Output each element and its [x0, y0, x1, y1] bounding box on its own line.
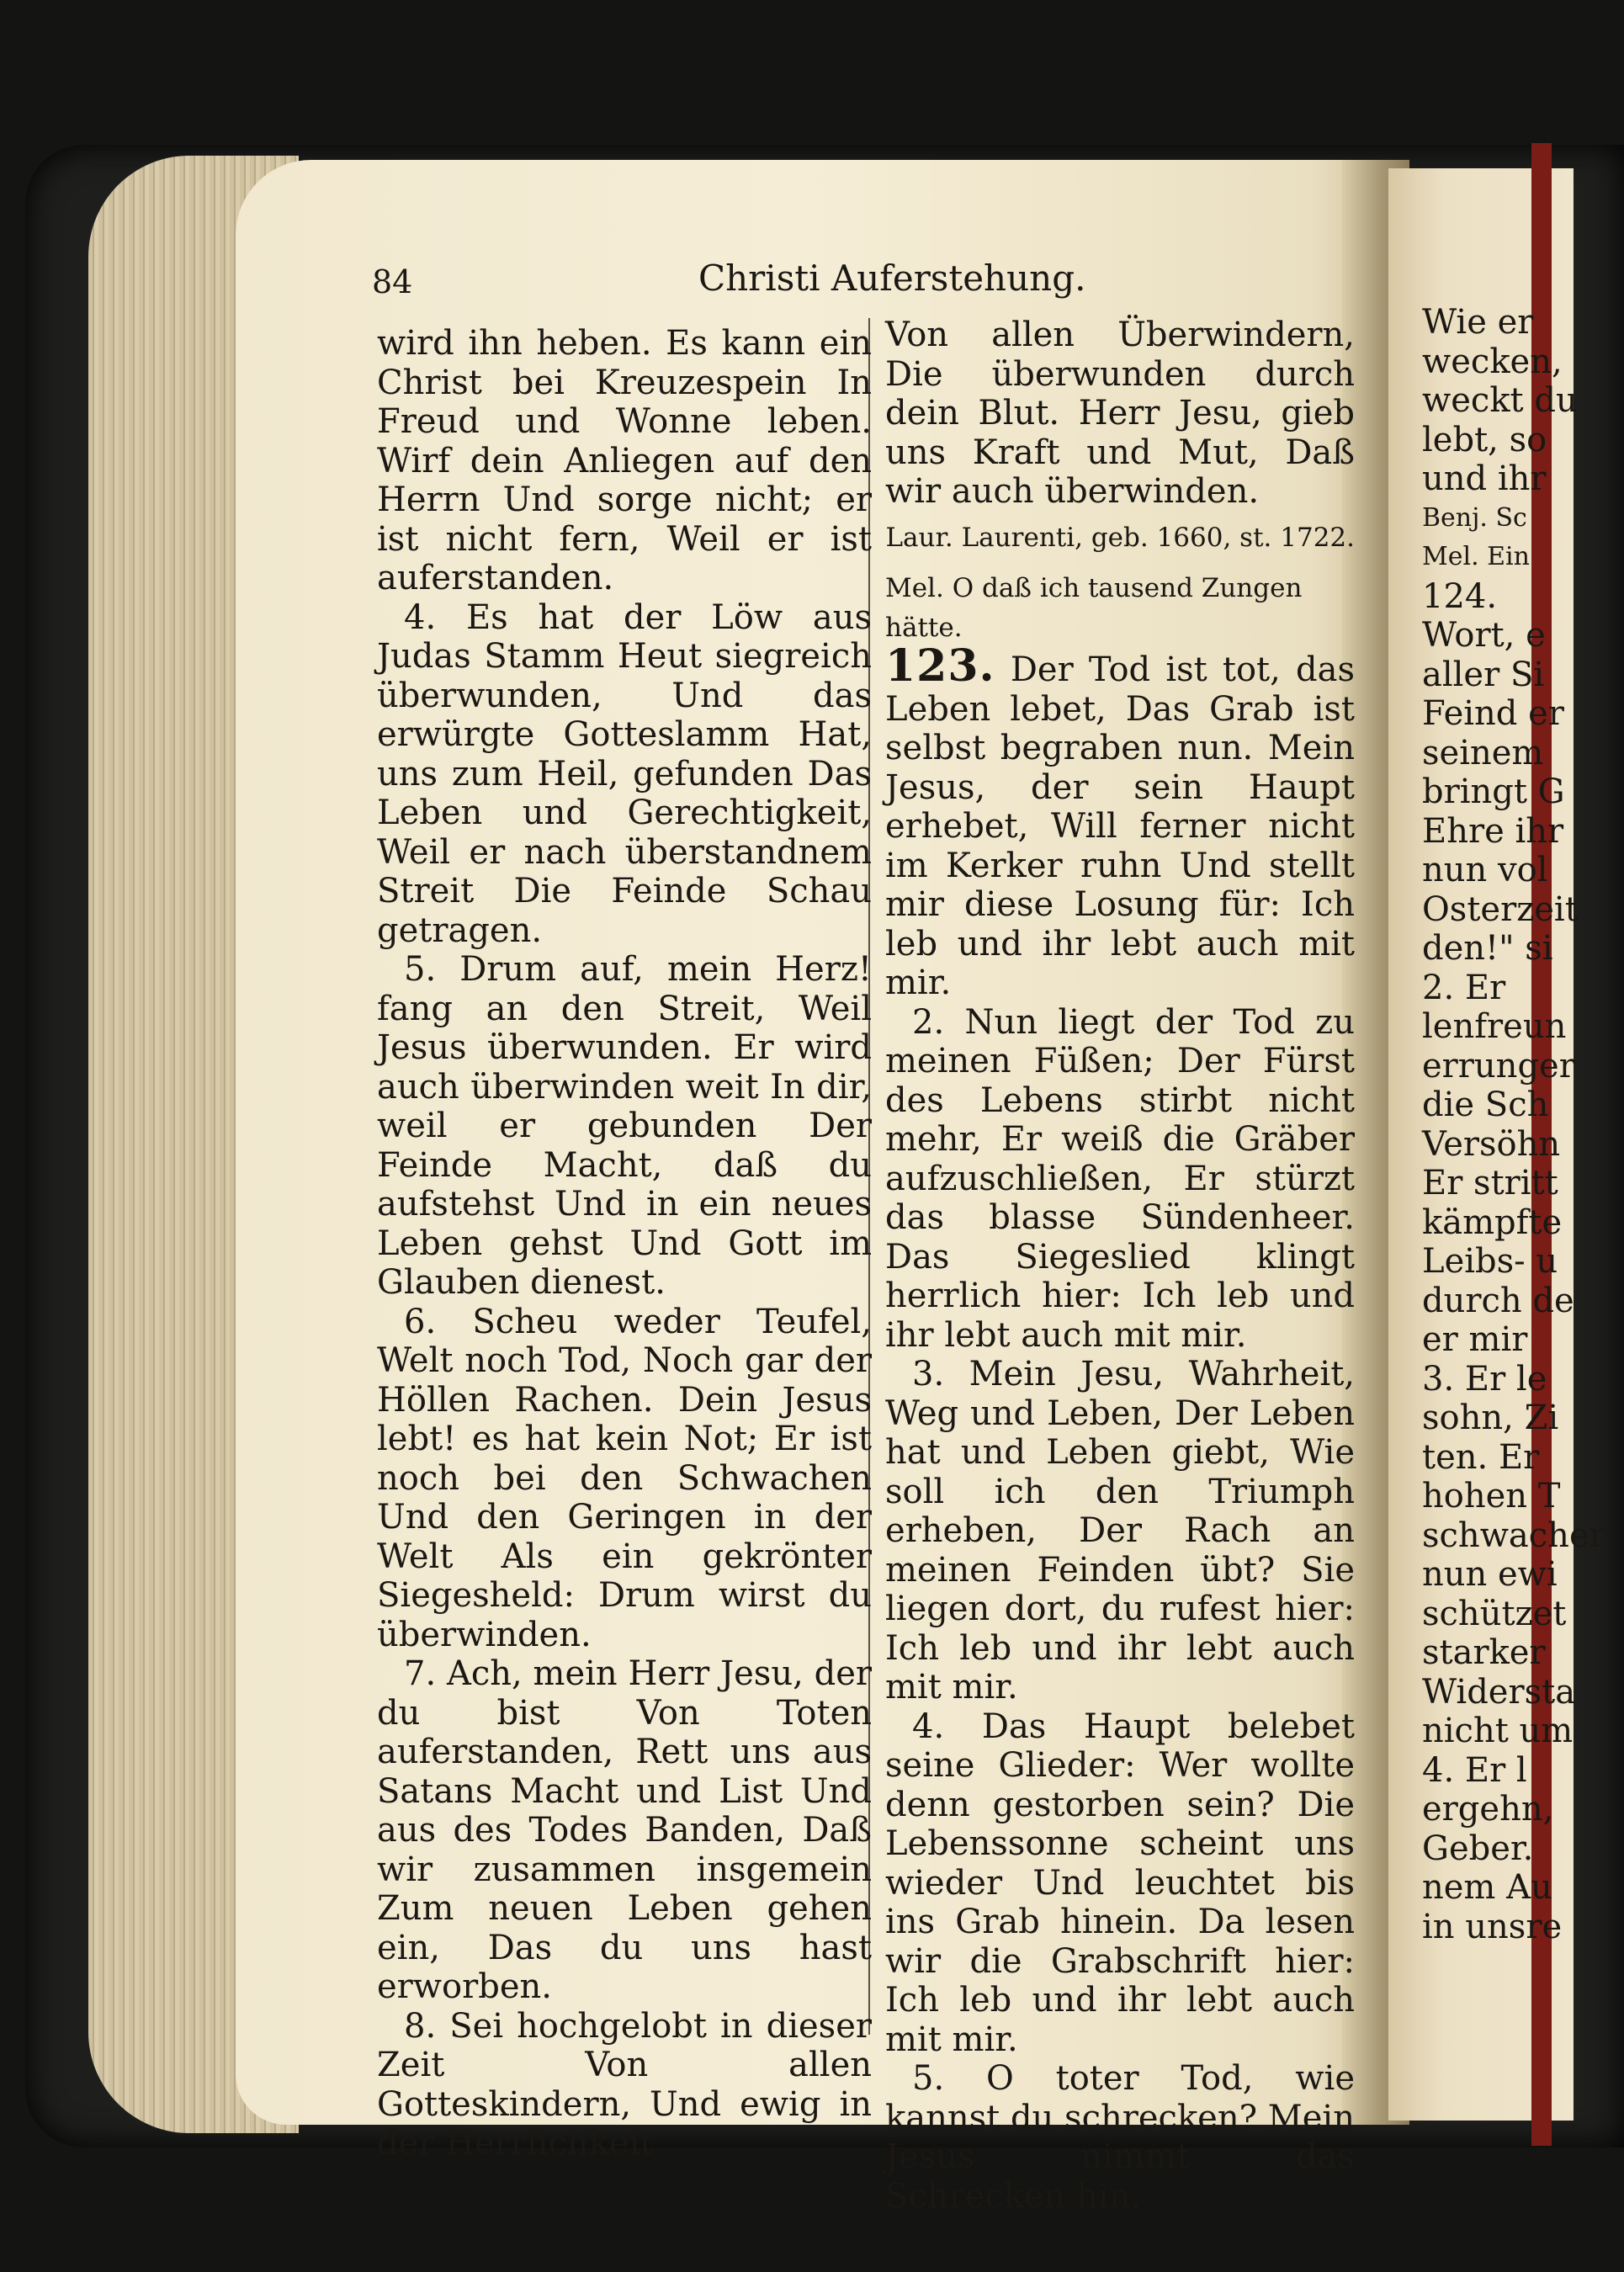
fragment-line: in unsre [1422, 1907, 1563, 1946]
fragment-line: Feind er [1422, 694, 1564, 733]
fragment-line: lebt, so [1422, 420, 1547, 459]
fragment-line: Versöhn [1422, 1124, 1561, 1164]
verse-paragraph: 4. Das Haupt belebet seine Glieder: Wer wollte denn gestorben sein? Die Lebenssonne scheint uns wieder Und leuchtet bis ins Grab hinein. Da lesen wir die Grabschrift hier: Ich leb und ihr lebt auch mit mir. [885, 1707, 1355, 2059]
fragment-line: 2. Er [1422, 968, 1506, 1007]
fragment-line: ergehn, [1422, 1790, 1554, 1829]
hymn-verses [885, 1003, 1355, 2216]
verse-paragraph: 2. Nun liegt der Tod zu meinen Füßen; Der Fürst des Lebens stirbt nicht mehr, Er weiß die Gräber aufzuschließen, Er stürzt das blasse Sündenheer. Das Siegeslied klingt herrlich hier: Ich leb und ihr lebt auch mit mir. [885, 1002, 1355, 1355]
fragment-line: Ehre ihr [1422, 811, 1564, 851]
hymn-continuation: Von allen Überwindern, Die überwunden durch dein Blut. Herr Jesu, gieb uns Kraft und Mut, Daß wir auch überwinden. [885, 316, 1355, 511]
verse-paragraph: 6. Scheu weder Teufel, Welt noch Tod, Noch gar der Höllen Rachen. Dein Jesus lebt! es hat kein Not; Er ist noch bei den Schwachen Und den Geringen in der Welt Als ein gekrönter Siegesheld: Drum wirst du überwinden. [377, 1302, 872, 1654]
fragment-line: wecken, [1422, 342, 1563, 381]
fragment-line: weckt du [1422, 381, 1578, 420]
fragment-line: er mir [1422, 1320, 1528, 1359]
verse-paragraph: 7. Ach, mein Herr Jesu, der du bist Von Toten auferstanden, Rett uns aus Satans Macht und List Und aus des Todes Banden, Daß wir zusammen insgemein Zum neuen Leben gehen ein, Das du uns hast erworben. [377, 1654, 872, 2006]
fragment-line: 124. [1422, 576, 1498, 616]
verse-paragraph: 4. Es hat der Löw aus Judas Stamm Heut siegreich überwunden, Und das erwürgte Gotteslamm Hat, uns zum Heil, gefunden Das Leben und Gerechtigkeit, Weil er nach überstandnem Streit Die Feinde Schau getragen. [377, 597, 872, 950]
fragment-line: Wort, e [1422, 616, 1546, 655]
fragment-line: Leibs- u [1422, 1242, 1558, 1281]
right-page-text [1422, 303, 1605, 1946]
fragment-line: aller Si [1422, 655, 1545, 694]
left-text-column [377, 324, 872, 2163]
verse-paragraph: 5. O toter Tod, wie kannst du schrecken? Mein Jesus nimmt das Schrecken hin. [885, 2059, 1355, 2216]
fragment-line: Widersta [1422, 1672, 1576, 1712]
hymn-author: Laur. Laurenti, geb. 1660, st. 1722. [885, 522, 1355, 553]
fragment-line: und ihr [1422, 459, 1547, 498]
fragment-line: starker [1422, 1633, 1546, 1672]
verse-text: Der Tod ist tot, das Leben lebet, Das Grab ist selbst begraben nun. Mein Jesus, der sein Haupt erhebet, Will ferner nicht im Kerker ruhn Und stellt mir diese Losung für: Ich leb und ihr lebt auch mit mir. [885, 650, 1355, 1002]
fragment-line: Wie er [1422, 303, 1534, 342]
verse-paragraph: 8. Sei hochgelobt in dieser Zeit Von allen Gotteskindern, Und ewig in der Herrlichkeit [377, 2006, 872, 2163]
fragment-line: nicht um [1422, 1712, 1574, 1750]
verse-paragraph: 5. Drum auf, mein Herz! fang an den Streit, Weil Jesus überwunden. Er wird auch überwinden weit In dir, weil er gebunden Der Feinde Macht, daß du aufstehst Und in ein neues Leben gehst Und Gott im Glauben dienest. [377, 950, 872, 1302]
verse-paragraph: wird ihn heben. Es kann ein Christ bei Kreuzespein In Freud und Wonne leben. Wirf dein Anliegen auf den Herrn Und sorge nicht; er ist nicht fern, Weil er ist auferstanden. [377, 324, 872, 597]
fragment-line: Geber. [1422, 1829, 1534, 1868]
running-title: Christi Auferstehung. [698, 257, 1086, 299]
fragment-line: schwacher [1422, 1516, 1605, 1555]
hymn-verse-1 [885, 640, 1355, 1003]
fragment-line: Er stritt [1422, 1164, 1558, 1202]
fragment-line: lenfreun [1422, 1007, 1567, 1046]
fragment-line: Benj. Sc [1422, 502, 1527, 533]
fragment-line: Osterzeit [1422, 889, 1579, 929]
fragment-line: sohn, Zi [1422, 1399, 1559, 1437]
fragment-line: 4. Er l [1422, 1750, 1527, 1790]
fragment-line: bringt G [1422, 772, 1565, 811]
fragment-line: ten. Er [1422, 1437, 1540, 1477]
verse-paragraph: 3. Mein Jesu, Wahrheit, Weg und Leben, Der Leben hat und Leben giebt, Wie soll ich den Triumph erheben, Der Rach an meinen Feinden übt? Sie liegen dort, du rufest hier: Ich leb und ihr lebt auch mit mir. [885, 1355, 1355, 1707]
fragment-line: hohen T [1422, 1477, 1561, 1516]
fragment-line: kämpfte [1422, 1202, 1563, 1242]
melody-line: Mel. O daß ich tausend Zungen hätte. [885, 573, 1303, 643]
page-number: 84 [372, 263, 413, 300]
fragment-line: die Sch [1422, 1086, 1549, 1124]
fragment-line: nun vol [1422, 851, 1548, 889]
fragment-line: Mel. Ein [1422, 542, 1530, 571]
fragment-line: schützet [1422, 1594, 1567, 1633]
fragment-line: seinem [1422, 733, 1544, 772]
fragment-line: nem Au [1422, 1868, 1552, 1907]
middle-text-column [885, 316, 1355, 2216]
hymn-number: 123. [885, 640, 995, 692]
fragment-line: 3. Er le [1422, 1359, 1547, 1399]
fragment-line: errunger [1422, 1046, 1575, 1086]
fragment-line: den!" si [1422, 929, 1553, 968]
fragment-line: durch de [1422, 1281, 1574, 1320]
fragment-line: nun ewi [1422, 1555, 1558, 1594]
